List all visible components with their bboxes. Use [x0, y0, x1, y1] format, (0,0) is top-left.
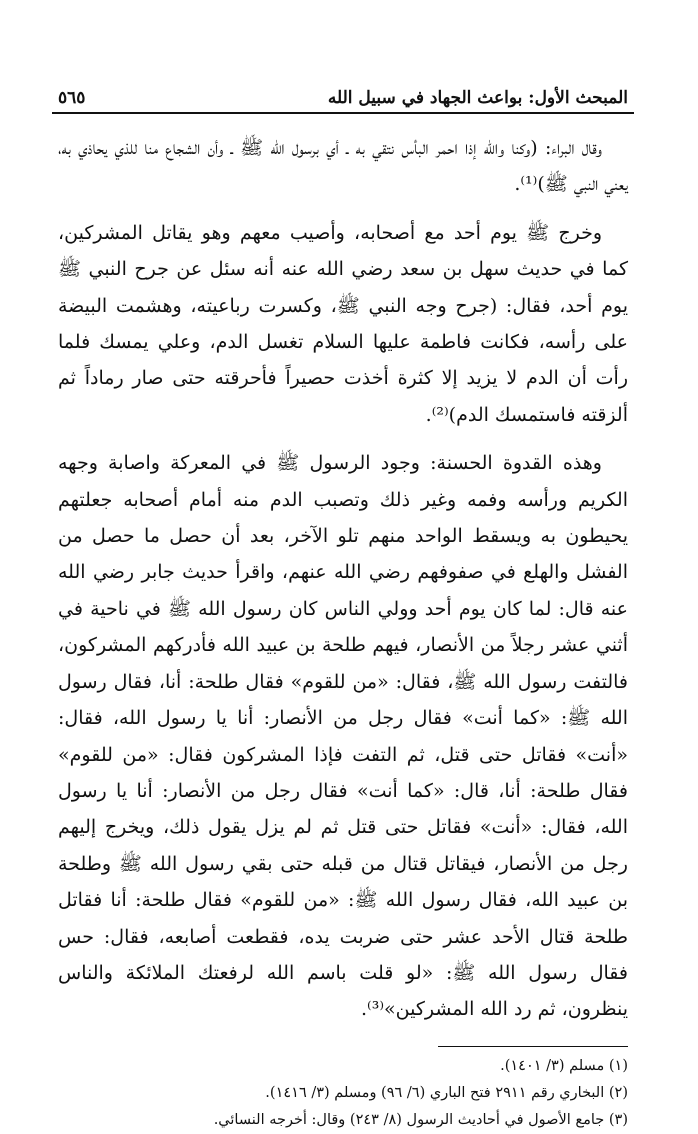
- footnotes: [52, 1046, 634, 1134]
- footnote: (٣) جامع الأصول في أحاديث الرسول (٨/ ٢٤٣) وقال: أخرجه النسائي.: [213, 1111, 628, 1128]
- book-page: [52, 78, 634, 1134]
- main-text: [52, 130, 634, 1028]
- running-header: [52, 78, 634, 114]
- paragraph: وخرج ﷺ يوم أحد مع أصحابه، وأصيب معهم وهو يقاتل المشركين، كما في حديث سهل بن سعد رضي الله عنه أنه سئل عن جرح النبي ﷺ يوم أحد، فقال: (جرح وجه النبي ﷺ، وكسرت رباعيته، وهشمت البيضة على رأسه، فكانت فاطمة عليها السلام تغسل الدم، وعلي يمسك فلما رأت أن الدم لا يزيد إلا كثرة أخذت حصيراً فأحرقته حتى صار رماداً ثم ألزقته فاستمسك الدم)⁽²⁾.: [58, 221, 628, 426]
- chapter-title: المبحث الأول: بواعث الجهاد في سبيل الله: [327, 88, 628, 108]
- page-number: ٥٦٥: [58, 88, 86, 108]
- footnote: (٢) البخاري رقم ٢٩١١ فتح الباري (٦/ ٩٦) ومسلم (٣/ ١٤١٦).: [265, 1084, 628, 1101]
- footnote-divider: [58, 1046, 628, 1047]
- paragraph: وهذه القدوة الحسنة: وجود الرسول ﷺ في المعركة واصابة وجهه الكريم ورأسه وفمه وغير ذلك وتصبب الدم منه أمام أصحابه جعلتهم يحيطون به ويسقط الواحد منهم تلو الآخر، بعد أن حصل ما حصل من الفشل والهلع في صفوفهم رضي الله عنهم، واقرأ حديث جابر رضي الله عنه قال: لما كان يوم أحد وولي الناس كان رسول الله ﷺ في ناحية في أثني عشر رجلاً من الأنصار، فيهم طلحة بن عبيد الله فأدركهم المشركون، فالتفت رسول الله ﷺ، فقال: «من للقوم» فقال طلحة: أنا، فقال رسول الله ﷺ: «كما أنت» فقال رجل من الأنصار: أنا يا رسول الله، فقال: «أنت» فقاتل حتى قتل، ثم التفت فإذا المشركون فقال: «من للقوم» فقال طلحة: أنا، قال: «كما أنت» فقال رجل من الأنصار: أنا يا رسول الله، فقال: «أنت» فقاتل حتى قتل ثم لم يزل يقول ذلك، ويخرج إليهم رجل من الأنصار، فيقاتل قتال من قبله حتى بقي رسول الله ﷺ وطلحة بن عبيد الله، فقال رسول الله ﷺ: «من للقوم» فقال طلحة: أنا فقاتل طلحة قتال الأحد عشر حتى ضربت يده، فقطعت أصابعه، فقال: حس فقال رسول الله ﷺ: «لو قلت باسم الله لرفعتك الملائكة والناس ينظرون، ثم رد الله المشركين»⁽³⁾.: [58, 452, 628, 1021]
- footnote: (١) مسلم (٣/ ١٤٠١).: [500, 1057, 628, 1074]
- paragraph: وقال البراء: (وكنا والله إذا احمر البأس نتقي به ـ أي برسول الله ﷺ ـ وأن الشجاع منا للذي يحاذي به، يعني النبي ﷺ)⁽¹⁾.: [58, 137, 628, 196]
